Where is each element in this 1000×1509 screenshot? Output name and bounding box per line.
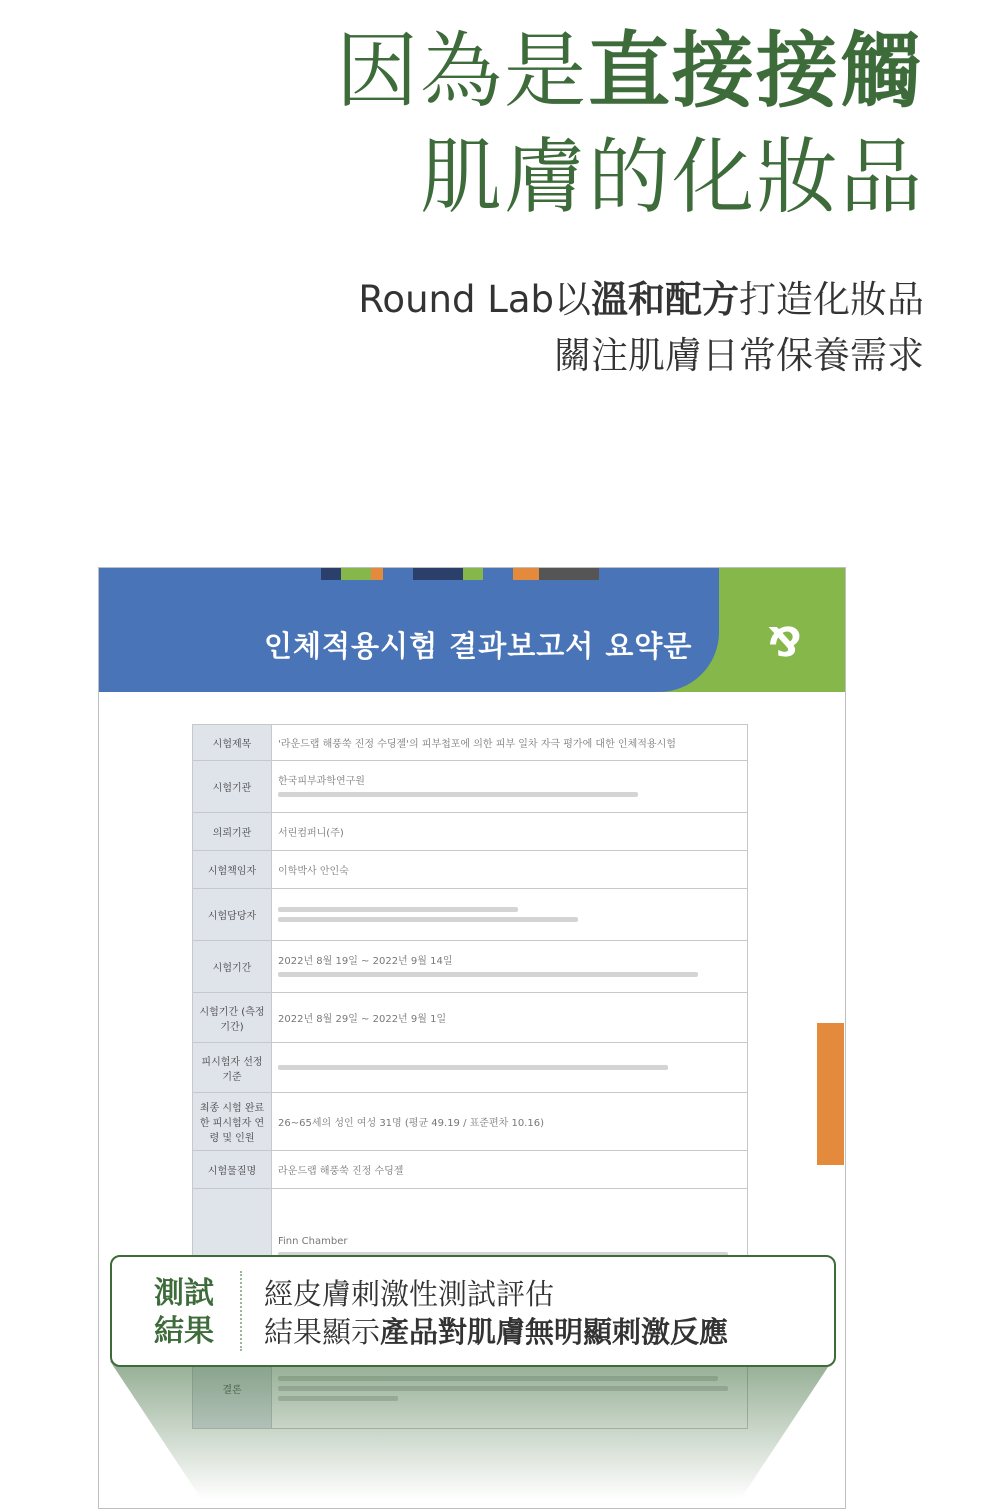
institute-logo-icon: ⅋ <box>767 620 802 666</box>
orange-side-tab <box>817 1023 844 1165</box>
row-value <box>272 889 748 941</box>
row-label: 시험기간 <box>193 941 272 993</box>
row-label: 피시험자 선정기준 <box>193 1043 272 1093</box>
row-value: 이학박사 안인숙 <box>272 851 748 889</box>
row-label: 시험기간 (측정기간) <box>193 993 272 1043</box>
subtitle-line-2: 關注肌膚日常保養需求 <box>554 334 924 377</box>
row-value-text: Finn Chamber <box>278 1235 348 1247</box>
row-value: 26~65세의 성인 여성 31명 (평균 49.19 / 표준편차 10.16) <box>272 1093 748 1151</box>
row-value <box>272 1043 748 1093</box>
row-label: 시험담당자 <box>193 889 272 941</box>
callout-text <box>264 1275 728 1351</box>
callout-text-prefix: 結果顯示 <box>264 1315 381 1349</box>
headline-prefix: 因為是 <box>335 24 588 119</box>
table-row <box>193 1043 748 1093</box>
table-row <box>193 813 748 851</box>
subtitle-line-1 <box>358 272 924 328</box>
callout-funnel-shadow <box>110 1361 832 1500</box>
table-row <box>193 1093 748 1151</box>
table-row <box>193 993 748 1043</box>
row-value: 서린컴퍼니(주) <box>272 813 748 851</box>
table-row <box>193 761 748 813</box>
row-label: 시험제목 <box>193 725 272 761</box>
doc-header-banner <box>99 580 719 692</box>
subtitle-suffix: 打造化妝品 <box>739 278 924 321</box>
table-row <box>193 889 748 941</box>
row-value-text: 한국피부과학연구원 <box>278 775 365 787</box>
table-row <box>193 1151 748 1189</box>
callout-text-line-1: 經皮膚刺激性測試評估 <box>264 1277 555 1311</box>
headline <box>336 22 924 228</box>
test-result-callout <box>110 1255 836 1367</box>
row-value <box>272 761 748 813</box>
row-value: 2022년 8월 29일 ~ 2022년 9월 1일 <box>272 993 748 1043</box>
row-label: 시험물질명 <box>193 1151 272 1189</box>
row-label: 시험기관 <box>193 761 272 813</box>
callout-label-line-1: 測試 <box>154 1276 214 1311</box>
row-value: 라운드랩 해풍쑥 진정 수딩젤 <box>272 1151 748 1189</box>
row-value-text: 2022년 8월 19일 ~ 2022년 9월 14일 <box>278 955 453 967</box>
callout-label-line-2: 結果 <box>154 1314 214 1349</box>
callout-label <box>154 1275 214 1351</box>
table-row <box>193 725 748 761</box>
subtitle-bold: 溫和配方 <box>591 278 739 321</box>
subtitle <box>358 272 924 384</box>
doc-header-title: 인체적용시험 결과보고서 요약문 <box>264 629 693 663</box>
subtitle-prefix: Round Lab以 <box>358 278 591 321</box>
doc-color-stripe <box>99 568 719 580</box>
callout-text-line-2 <box>264 1313 728 1351</box>
row-label: 최종 시험 완료한 피시험자 연령 및 인원 <box>193 1093 272 1151</box>
row-label: 시험책임자 <box>193 851 272 889</box>
callout-divider <box>240 1271 242 1351</box>
table-row <box>193 851 748 889</box>
row-value <box>272 941 748 993</box>
callout-text-bold: 產品對肌膚無明顯刺激反應 <box>380 1315 729 1349</box>
table-row <box>193 941 748 993</box>
row-label: 의뢰기관 <box>193 813 272 851</box>
headline-bold: 直接接觸 <box>587 24 924 119</box>
headline-line-2: 肌膚的化妝品 <box>419 130 924 225</box>
headline-line-1 <box>336 22 924 122</box>
row-value: '라운드랩 해풍쑥 진정 수딩젤'의 피부첩포에 의한 피부 일차 자극 평가에 대한 인체적용시험 <box>272 725 748 761</box>
